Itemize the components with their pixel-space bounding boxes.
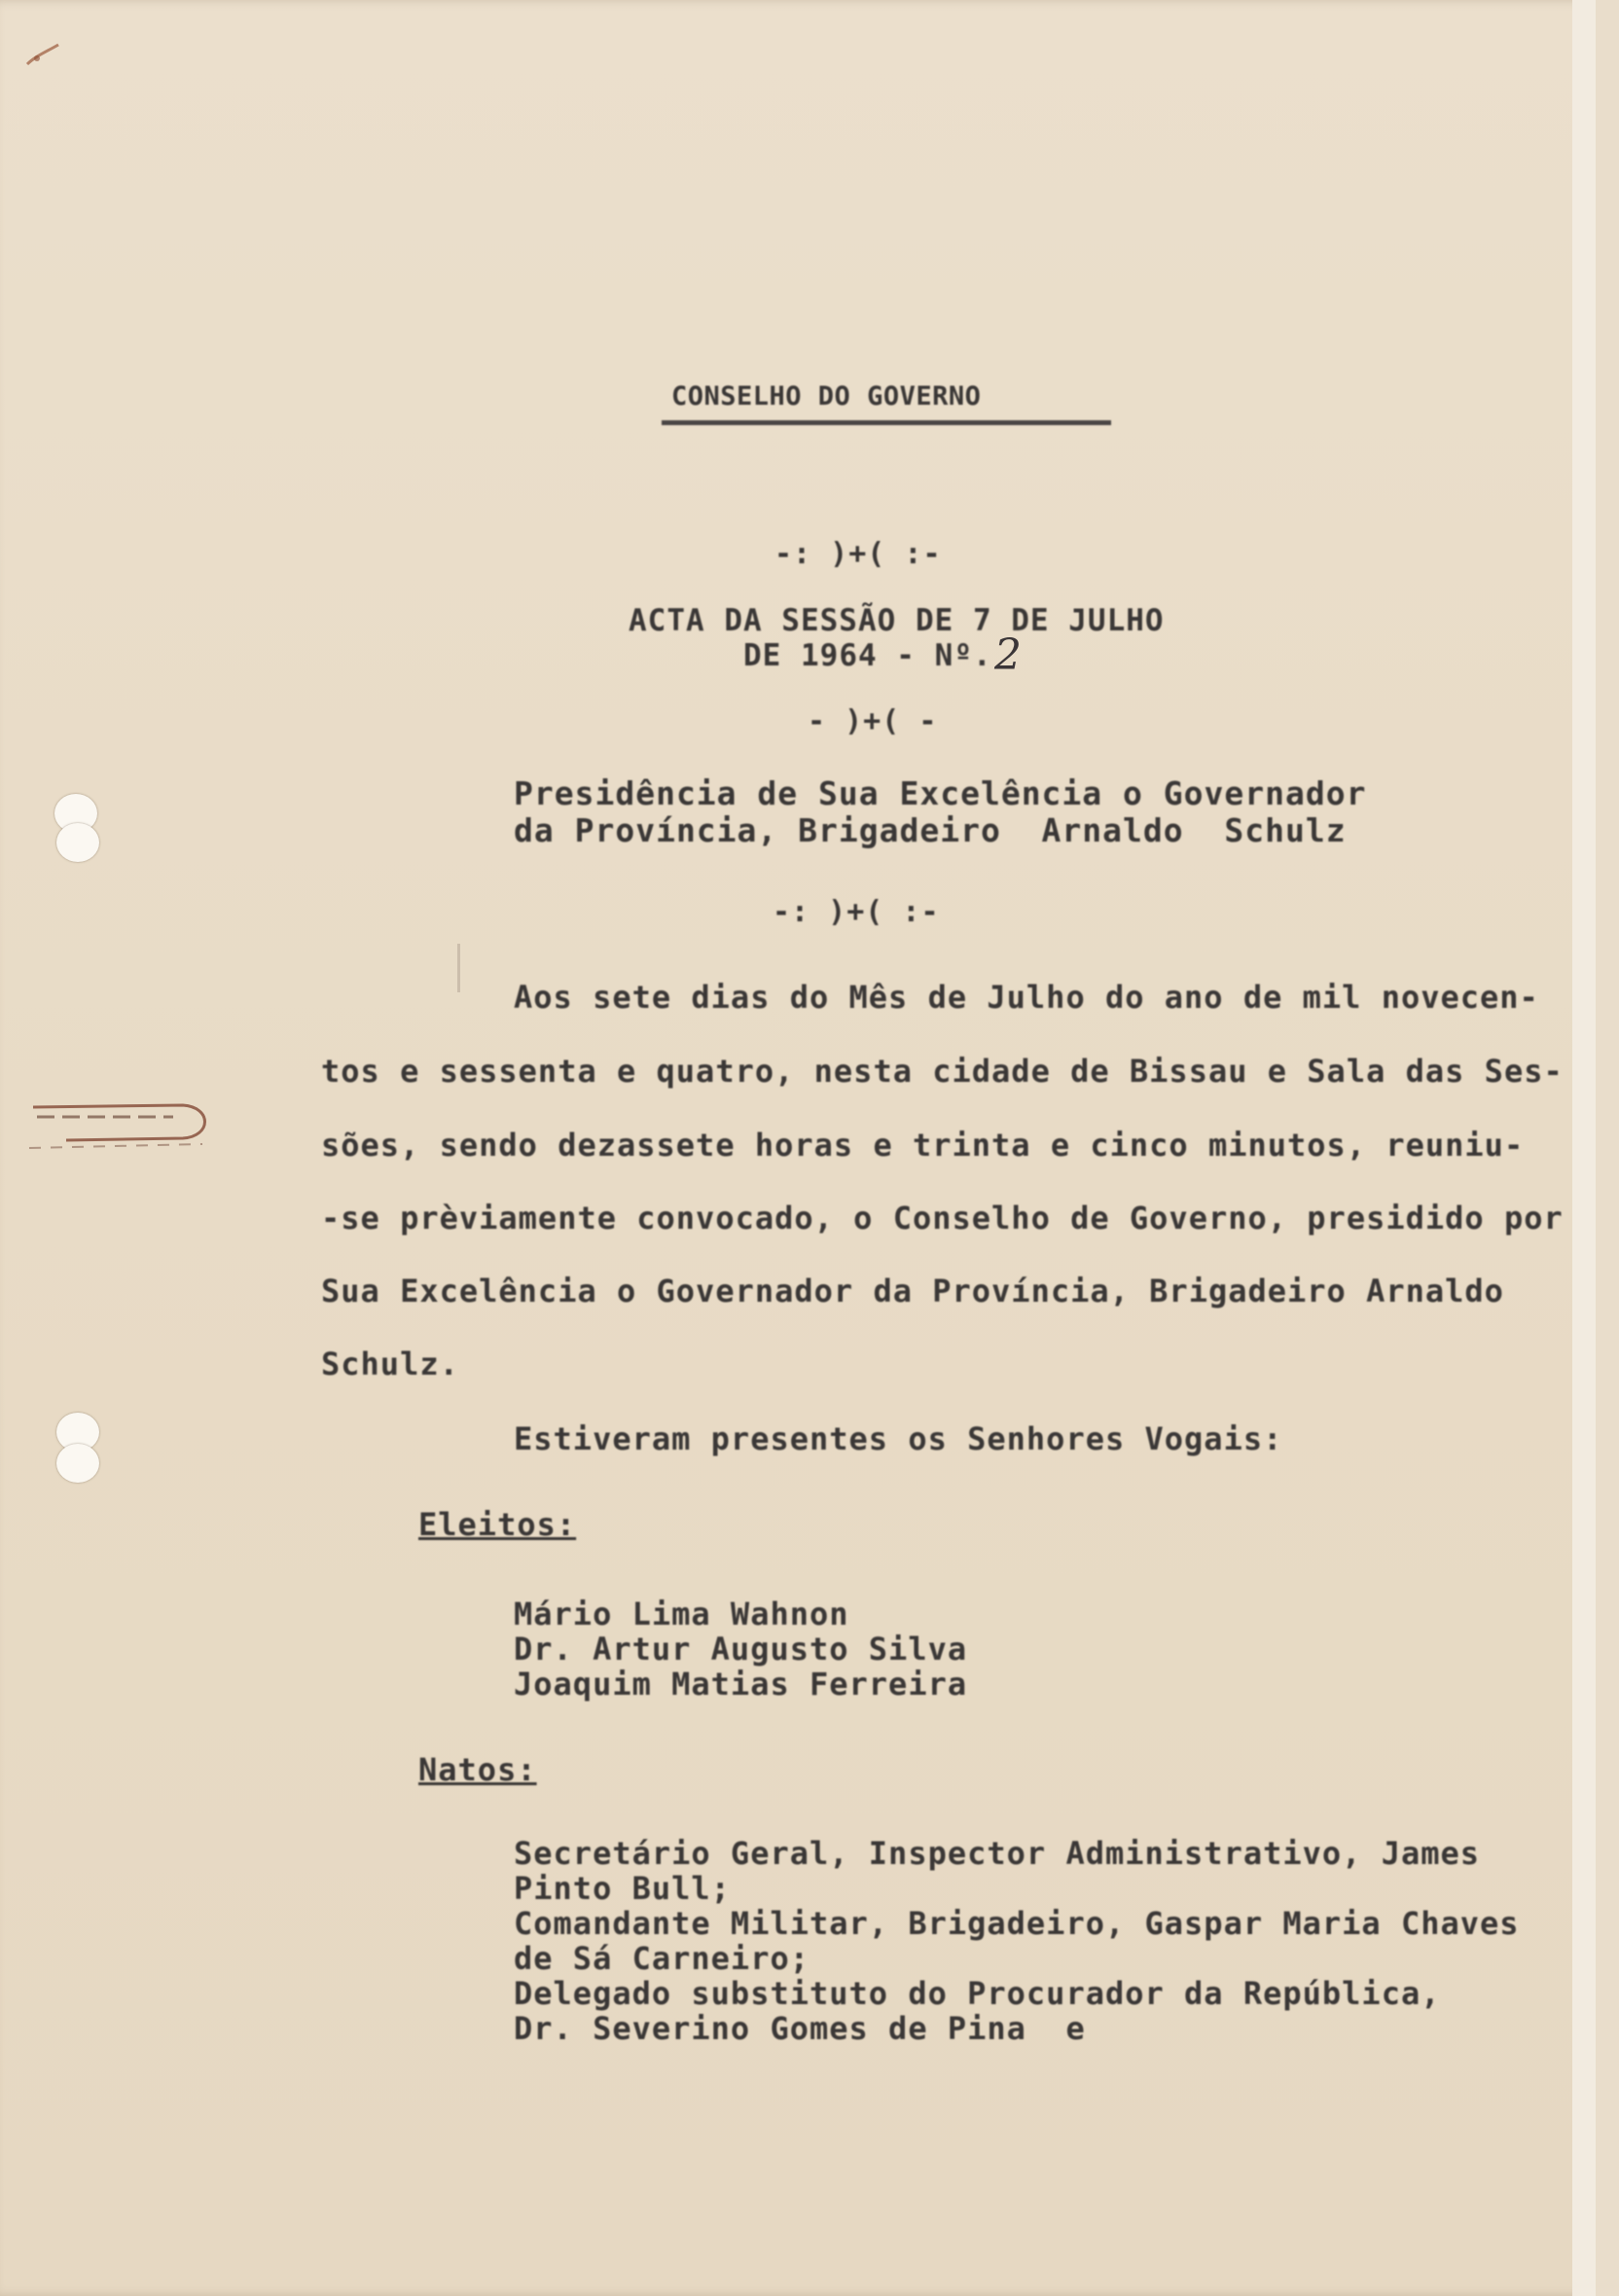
eleitos-heading: Eleitos: bbox=[418, 1506, 577, 1543]
nato-line: Comandante Militar, Brigadeiro, Gaspar Maria Chaves bbox=[514, 1905, 1520, 1942]
corner-stain bbox=[23, 35, 82, 74]
title-underline bbox=[662, 420, 1111, 425]
body-line: Aos sete dias do Mês de Julho do ano de mil novecen- bbox=[514, 979, 1539, 1016]
body-line: tos e sessenta e quatro, nesta cidade de Bissau e Sala das Ses- bbox=[321, 1053, 1564, 1090]
document-title: CONSELHO DO GOVERNO bbox=[671, 381, 982, 412]
acta-line-1: ACTA DA SESSÃO DE 7 DE JULHO bbox=[629, 603, 1165, 638]
body-line: Sua Excelência o Governador da Província, Brigadeiro Arnaldo bbox=[321, 1273, 1504, 1309]
separator: -: )+( :- bbox=[774, 537, 942, 571]
body-line: sões, sendo dezassete horas e trinta e cinco minutos, reuniu- bbox=[321, 1127, 1525, 1164]
nato-line: Dr. Severino Gomes de Pina e bbox=[514, 2010, 1086, 2047]
nato-line: de Sá Carneiro; bbox=[514, 1940, 810, 1977]
presidency-line-2: da Província, Brigadeiro Arnaldo Schulz bbox=[514, 811, 1347, 849]
presence-intro: Estiveram presentes os Senhores Vogais: bbox=[514, 1420, 1283, 1457]
eleito-member: Dr. Artur Augusto Silva bbox=[514, 1631, 968, 1668]
handwritten-number: 2 bbox=[994, 630, 1022, 680]
eleito-member: Mário Lima Wahnon bbox=[514, 1596, 849, 1632]
paperclip-stain bbox=[27, 1094, 212, 1162]
natos-heading: Natos: bbox=[418, 1751, 537, 1788]
nato-line: Pinto Bull; bbox=[514, 1870, 731, 1907]
paper-crease bbox=[457, 944, 460, 992]
punch-hole bbox=[56, 1444, 99, 1483]
presidency-line-1: Presidência de Sua Excelência o Governador bbox=[514, 774, 1367, 812]
page-edge bbox=[1572, 0, 1596, 2296]
nato-line: Secretário Geral, Inspector Administrativo, James bbox=[514, 1835, 1481, 1872]
separator: - )+( - bbox=[808, 704, 938, 738]
body-line: Schulz. bbox=[321, 1345, 459, 1382]
nato-line: Delegado substituto do Procurador da República, bbox=[514, 1975, 1441, 2012]
acta-line-2: DE 1964 - Nº. bbox=[743, 638, 992, 673]
body-line: -se prèviamente convocado, o Conselho de Governo, presidido por bbox=[321, 1200, 1564, 1237]
punch-hole bbox=[56, 823, 99, 862]
separator: -: )+( :- bbox=[773, 895, 940, 929]
eleito-member: Joaquim Matias Ferreira bbox=[514, 1666, 968, 1703]
